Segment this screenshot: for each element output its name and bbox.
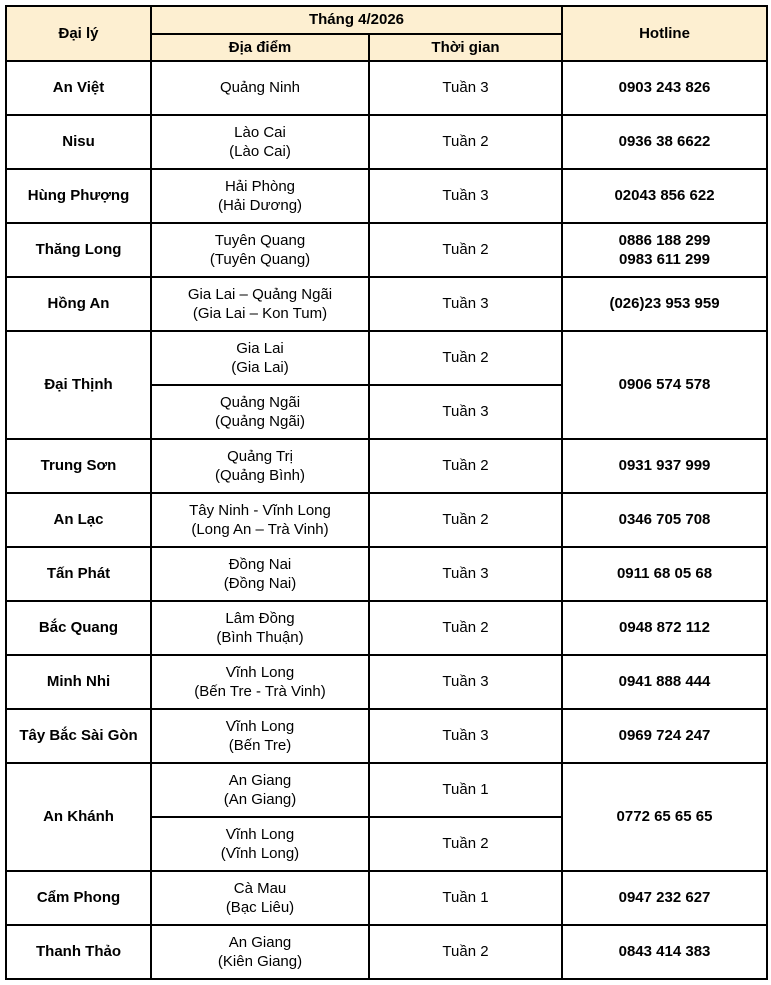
text-line: Tuyên Quang (214, 231, 306, 249)
location-cell (151, 331, 369, 385)
table-body (6, 61, 767, 979)
text-line: (Quảng Bình) (214, 467, 306, 484)
text-line: (Bình Thuận) (216, 629, 304, 646)
time-cell: Tuần 2 (369, 331, 562, 385)
text-line: (Vĩnh Long) (220, 845, 300, 862)
text-line: 0948 872 112 (619, 619, 710, 637)
agency-cell: Đại Thịnh (6, 331, 151, 439)
text-line: 0983 611 299 (619, 251, 710, 268)
hotline-cell (562, 223, 767, 277)
agency-cell: Nisu (6, 115, 151, 169)
location-cell (151, 871, 369, 925)
location-cell (151, 385, 369, 439)
header-month: Tháng 4/2026 (151, 6, 562, 34)
time-cell: Tuần 1 (369, 763, 562, 817)
text-line: 0911 68 05 68 (616, 565, 713, 583)
agency-cell: Trung Sơn (6, 439, 151, 493)
text-line: Hải Phòng (224, 177, 296, 195)
text-line: An Giang (228, 771, 292, 789)
table-row (6, 223, 767, 277)
text-line: (An Giang) (223, 791, 297, 808)
header-agency: Đại lý (6, 6, 151, 61)
location-cell (151, 439, 369, 493)
text-line: 0931 937 999 (618, 457, 711, 475)
table-row (6, 439, 767, 493)
time-cell: Tuần 3 (369, 709, 562, 763)
agency-cell: Thăng Long (6, 223, 151, 277)
time-cell: Tuần 3 (369, 169, 562, 223)
table-row (6, 493, 767, 547)
text-line: (Long An – Trà Vinh) (191, 521, 329, 538)
hotline-cell (562, 493, 767, 547)
text-line: Gia Lai (236, 339, 284, 357)
text-line: (Bến Tre - Trà Vinh) (194, 683, 326, 700)
agency-cell: Cẩm Phong (6, 871, 151, 925)
agency-cell: Hùng Phượng (6, 169, 151, 223)
agency-cell: Minh Nhi (6, 655, 151, 709)
agency-cell: Tây Bắc Sài Gòn (6, 709, 151, 763)
location-cell (151, 709, 369, 763)
text-line: (Quảng Ngãi) (214, 413, 306, 430)
agency-cell: Thanh Thảo (6, 925, 151, 979)
agency-cell: Tấn Phát (6, 547, 151, 601)
text-line: 0947 232 627 (618, 889, 711, 907)
table-row (6, 601, 767, 655)
text-line: Quảng Ngãi (219, 393, 301, 411)
text-line: 0903 243 826 (618, 79, 711, 97)
time-cell: Tuần 3 (369, 277, 562, 331)
time-cell: Tuần 2 (369, 817, 562, 871)
text-line: 0772 65 65 65 (616, 808, 713, 826)
hotline-cell (562, 115, 767, 169)
time-cell: Tuần 2 (369, 925, 562, 979)
location-cell (151, 601, 369, 655)
text-line: (Gia Lai – Kon Tum) (192, 305, 328, 322)
text-line: Quảng Ninh (219, 79, 301, 97)
text-line: (Lào Cai) (229, 143, 291, 160)
location-cell (151, 763, 369, 817)
header-location: Địa điểm (151, 34, 369, 61)
text-line: (Bến Tre) (228, 737, 292, 754)
time-cell: Tuần 2 (369, 115, 562, 169)
text-line: 0941 888 444 (618, 673, 711, 691)
text-line: Vĩnh Long (225, 663, 295, 681)
location-cell (151, 61, 369, 115)
table-row (6, 331, 767, 385)
table-header (6, 6, 767, 61)
text-line: (Bạc Liêu) (225, 899, 295, 916)
location-cell (151, 277, 369, 331)
hotline-cell (562, 763, 767, 871)
location-cell (151, 655, 369, 709)
location-cell (151, 169, 369, 223)
text-line: 0969 724 247 (618, 727, 711, 745)
text-line: An Giang (228, 933, 292, 951)
hotline-cell (562, 709, 767, 763)
text-line: (Gia Lai) (231, 359, 289, 376)
agency-cell: Bắc Quang (6, 601, 151, 655)
time-cell: Tuần 2 (369, 601, 562, 655)
agency-cell: An Lạc (6, 493, 151, 547)
text-line: Lâm Đồng (225, 609, 295, 627)
time-cell: Tuần 1 (369, 871, 562, 925)
location-cell (151, 493, 369, 547)
text-line: (Tuyên Quang) (209, 251, 311, 268)
hotline-cell (562, 655, 767, 709)
location-cell (151, 925, 369, 979)
table-row (6, 871, 767, 925)
hotline-cell (562, 925, 767, 979)
table-row (6, 547, 767, 601)
time-cell: Tuần 3 (369, 385, 562, 439)
location-cell (151, 115, 369, 169)
hotline-cell (562, 547, 767, 601)
table-row (6, 763, 767, 817)
text-line: (Đồng Nai) (223, 575, 297, 592)
text-line: Lào Cai (234, 123, 286, 141)
text-line: 0843 414 383 (618, 943, 711, 961)
time-cell: Tuần 2 (369, 493, 562, 547)
text-line: (026)23 953 959 (609, 295, 720, 313)
time-cell: Tuần 2 (369, 223, 562, 277)
text-line: 02043 856 622 (614, 187, 715, 205)
agency-cell: An Khánh (6, 763, 151, 871)
time-cell: Tuần 3 (369, 655, 562, 709)
header-row-month (6, 6, 767, 34)
table-row (6, 169, 767, 223)
hotline-cell (562, 439, 767, 493)
time-cell: Tuần 3 (369, 61, 562, 115)
table-row (6, 925, 767, 979)
text-line: Cà Mau (233, 879, 287, 897)
agency-cell: Hồng An (6, 277, 151, 331)
hotline-cell (562, 277, 767, 331)
location-cell (151, 817, 369, 871)
location-cell (151, 547, 369, 601)
header-hotline: Hotline (562, 6, 767, 61)
text-line: Tây Ninh - Vĩnh Long (189, 501, 331, 519)
text-line: (Kiên Giang) (217, 953, 303, 970)
location-cell (151, 223, 369, 277)
agency-schedule-table (5, 5, 768, 980)
table-row (6, 655, 767, 709)
hotline-cell (562, 61, 767, 115)
time-cell: Tuần 2 (369, 439, 562, 493)
table-row (6, 61, 767, 115)
table-row (6, 709, 767, 763)
text-line: 0346 705 708 (618, 511, 711, 529)
text-line: Vĩnh Long (225, 717, 295, 735)
text-line: (Hải Dương) (217, 197, 303, 214)
table-row (6, 277, 767, 331)
hotline-cell (562, 331, 767, 439)
text-line: 0936 38 6622 (618, 133, 711, 151)
text-line: Vĩnh Long (225, 825, 295, 843)
time-cell: Tuần 3 (369, 547, 562, 601)
text-line: 0906 574 578 (618, 376, 711, 394)
text-line: Quảng Trị (227, 447, 293, 465)
text-line: Đồng Nai (228, 555, 292, 573)
hotline-cell (562, 871, 767, 925)
header-time: Thời gian (369, 34, 562, 61)
hotline-cell (562, 601, 767, 655)
table-row (6, 115, 767, 169)
text-line: 0886 188 299 (618, 231, 711, 249)
text-line: Gia Lai – Quảng Ngãi (187, 285, 333, 303)
hotline-cell (562, 169, 767, 223)
agency-cell: An Việt (6, 61, 151, 115)
